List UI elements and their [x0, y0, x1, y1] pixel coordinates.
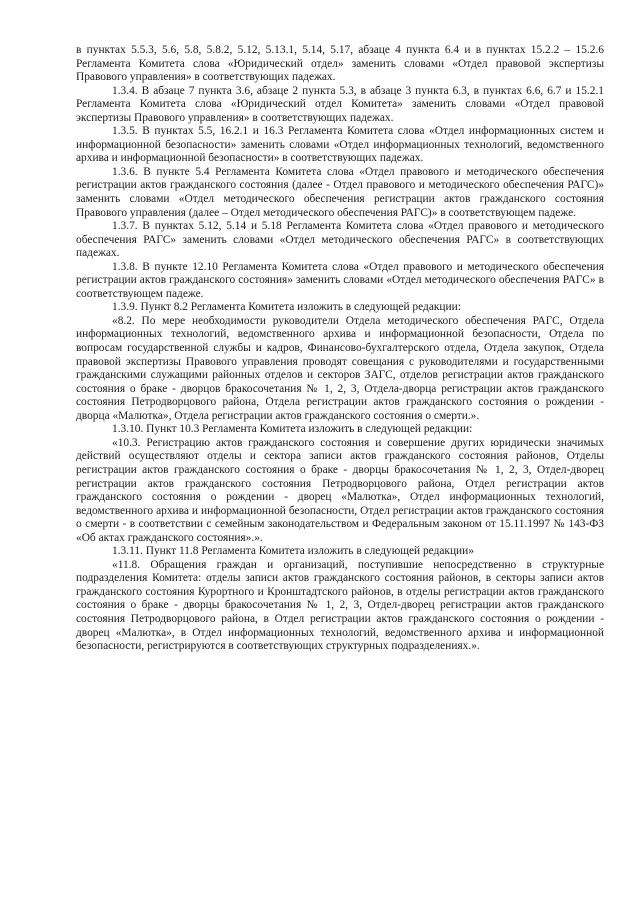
paragraph-1-3-10: 1.3.10. Пункт 10.3 Регламента Комитета изложить в следующей редакции: [112, 423, 473, 436]
paragraph-11-8-text: «11.8. Обращения граждан и организаций, поступившие непосредственно в структурные подразделения Комитета: отделы записи актов гражданского состояния районов, в секторы записи актов гражданского состояния Курортного и Кронштадтского районов, в отделы регистрации актов гражданского состояния о браке - дворцы бракосочетания № 1, 2, 3, Отдел-дворец регистрации актов гражданского состояния Петродворцового района, в Отдел регистрации актов гражданского состояния о рождении - дворец «Малютка», в Отдел информационных технологий, ведомственного архива и информационной безопасности, регистрируются в соответствующих структурных подразделениях.». [76, 558, 604, 653]
paragraph-1-3-8: 1.3.8. В пункте 12.10 Регламента Комитета слова «Отдел правового и методического обеспечения регистрации актов гражданского состояния» заменить словами «Отдел методического обеспечения РАГС» в соответствующем падеже. [76, 260, 604, 300]
paragraph-1-3-9: 1.3.9. Пункт 8.2 Регламента Комитета изложить в следующей редакции: [112, 301, 461, 314]
paragraph-10-3-text: «10.3. Регистрацию актов гражданского состояния и совершение других юридически значимых действий осуществляют отделы и сектора записи актов гражданского состояния районов, Отделы регистрации актов гражданского состояния о браке - дворцы бракосочетания № 1, 2, 3, Отдел-дворец регистрации актов гражданского состояния Петродворцового района, Отдел регистрации актов гражданского состояния о рождении - дворец «Малютка», Отдел информационных технологий, ведомственного архива и информационной безопасности, Отдел регистрации актов гражданского состояния о смерти - в соответствии с семейным законодательством и Федеральным законом от 15.11.1997 № 143-ФЗ «Об актах гражданского состояния».». [76, 436, 604, 544]
paragraph-1-3-7: 1.3.7. В пунктах 5.12, 5.14 и 5.18 Регламента Комитета слова «Отдел правового и методического обеспечения РАГС» заменить словами «Отдел методического обеспечения РАГС» в соответствующих падежах. [76, 220, 604, 260]
document-body [76, 44, 604, 654]
paragraph-continuation: в пунктах 5.5.3, 5.6, 5.8, 5.8.2, 5.12, 5.13.1, 5.14, 5.17, абзаце 4 пункта 6.4 и в пунктах 15.2.2 – 15.2.6 Регламента Комитета слова «Юридический отдел» заменить словами «Отдел правовой экспертизы Правового управления» в соответствующих падежах. [76, 44, 604, 84]
paragraph-1-3-11: 1.3.11. Пункт 11.8 Регламента Комитета изложить в следующей редакции» [112, 545, 474, 558]
paragraph-1-3-5: 1.3.5. В пунктах 5.5, 16.2.1 и 16.3 Регламента Комитета слова «Отдел информационных систем и информационной безопасности» заменить словами «Отдел информационных технологий, ведомственного архива и информационной безопасности» в соответствующих падежах. [76, 125, 604, 165]
paragraph-1-3-4: 1.3.4. В абзаце 7 пункта 3.6, абзаце 2 пункта 5.3, в абзаце 3 пункта 6.3, в пунктах 6.6, 6.7 и 15.2.1 Регламента Комитета слова «Юридический отдел Комитета» заменить словами «Отдел правовой экспертизы Правового управления» в соответствующих падежах. [76, 84, 604, 124]
paragraph-1-3-6: 1.3.6. В пункте 5.4 Регламента Комитета слова «Отдел правового и методического обеспечения регистрации актов гражданского состояния (далее - Отдел правового и методического обеспечения РАГС)» заменить словами «Отдел методического обеспечения регистрации актов гражданского состояния Правового управления (далее – Отдел методического обеспечения РАГС)» в соответствующем падеже. [76, 165, 604, 219]
paragraph-8-2-text: «8.2. По мере необходимости руководители Отдела методического обеспечения РАГС, Отдела информационных технологий, ведомственного архива и информационной безопасности, Отдела по вопросам государственной службы и кадров, Финансово-бухгалтерского отдела, Отдела закупок, Отдела правовой экспертизы Правового управления проводят совещания с руководителями и государственными гражданскими служащими районных отделов и секторов ЗАГС, отделов регистрации актов гражданского состояния о браке - дворцов бракосочетания № 1, 2, 3, Отдела-дворца регистрации актов гражданского состояния Петродворцового района, Отдела регистрации актов гражданского состояния о рождении - дворца «Малютка», Отдела регистрации актов гражданского состояния о смерти.». [76, 314, 604, 422]
